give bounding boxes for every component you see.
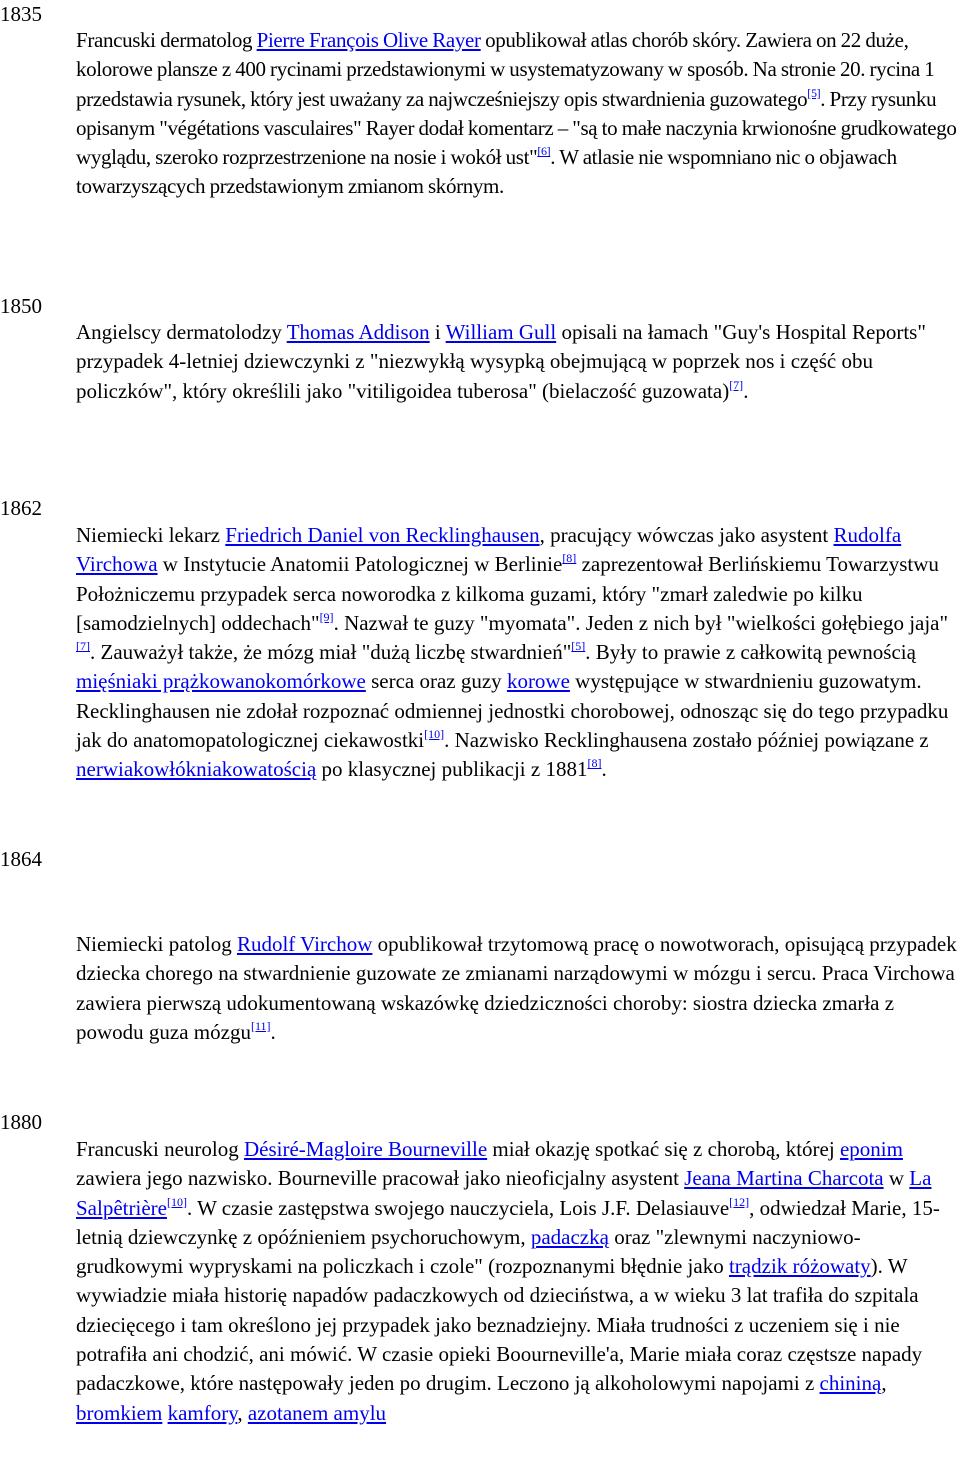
year-label-1835: 1835	[0, 2, 42, 26]
article-link[interactable]: kamfory	[167, 1400, 238, 1425]
article-link[interactable]: trądzik różowaty	[728, 1254, 871, 1279]
article-link[interactable]: Désiré-Magloire Bourneville	[243, 1137, 488, 1161]
article-link[interactable]: bromkiem	[76, 1400, 163, 1425]
text-run: występujące w stwardnieniu guzowatym. Recklinghausen nie zdołał rozpoznać odmiennej jednostki chorobowej, odnosząc się do tego przypadku jak do anatomopatologicznej ciekawostki	[76, 669, 949, 753]
article-link[interactable]: azotanem amylu	[247, 1400, 387, 1425]
article-link[interactable]: nerwiakowłókniakowatością	[76, 757, 317, 782]
entry-1880-paragraph	[76, 1135, 958, 1428]
entry-1850-paragraph	[76, 318, 958, 406]
citation-link[interactable]: [5]	[807, 85, 821, 100]
entry-1862-paragraph	[76, 521, 958, 785]
year-label-1864: 1864	[0, 847, 42, 871]
citation-link[interactable]: [9]	[319, 609, 334, 624]
article-link[interactable]: padaczką	[530, 1224, 609, 1249]
text-run: .	[601, 757, 607, 782]
citation-link[interactable]: [7]	[76, 639, 90, 654]
citation-link[interactable]: [7]	[729, 377, 744, 392]
year-label-1862: 1862	[0, 496, 42, 520]
text-run: Francuski neurolog	[76, 1137, 244, 1161]
citation-link[interactable]: [5]	[571, 639, 586, 654]
text-run: . Nazwał te guzy "myomata". Jeden z nich był "wielkości gołębiego jaja"	[333, 610, 949, 635]
text-run: Angielscy dermatolodzy	[76, 320, 287, 344]
text-run: . W atlasie nie wspomniano nic o objawach towarzyszących przedstawionym zmianom skórnym.	[76, 145, 897, 199]
article-link[interactable]: Friedrich Daniel von Recklinghausen	[225, 523, 540, 547]
text-run: Niemiecki patolog	[76, 932, 237, 956]
text-run: po klasycznej publikacji z 1881	[316, 757, 588, 782]
text-run: w Instytucie Anatomii Patologicznej w Berlinie	[157, 552, 563, 577]
citation-link[interactable]: [8]	[562, 551, 577, 566]
article-link[interactable]: Rudolfa Virchowa	[76, 523, 902, 577]
year-label-1850: 1850	[0, 294, 42, 318]
citation-link[interactable]: [10]	[166, 1194, 187, 1209]
text-run: ). W wywiadzie miała historię napadów padaczkowych od dzieciństwa, a w wieku 3 lat trafiła do szpitala dziecięcego i tam określono jej przypadek jako beznadziejny. Miała trudności z uczeniem się i nie potrafiła ani chodzić, ani mówić. W czasie opieki Boourneville'a, Marie miała coraz częstsze napady padaczkowe, które następowały jeden po drugim. Leczono ją alkoholowymi napojami z	[76, 1254, 923, 1396]
text-run: zawiera jego nazwisko. Bourneville pracował jako nieoficjalny asystent	[76, 1166, 685, 1191]
article-link[interactable]: La Salpêtrière	[76, 1166, 932, 1220]
article-link[interactable]: mięśniaki prążkowanokomórkowe	[76, 669, 366, 694]
article-link[interactable]: eponim	[839, 1137, 903, 1161]
text-run: miał okazję spotkać się z chorobą, której	[487, 1137, 840, 1161]
article-link[interactable]: Thomas Addison	[286, 320, 430, 344]
text-run: ,	[881, 1371, 887, 1396]
text-run: Niemiecki lekarz	[76, 523, 226, 547]
text-run: w	[883, 1166, 910, 1191]
article-link[interactable]: Jeana Martina Charcota	[684, 1166, 884, 1191]
text-run: .	[743, 378, 749, 403]
article-link[interactable]: Pierre François Olive Rayer	[256, 28, 481, 52]
citation-link[interactable]: [12]	[729, 1194, 750, 1209]
text-run: Francuski dermatolog	[76, 28, 257, 52]
entry-virchow-paragraph	[76, 930, 958, 1047]
text-run: , pracujący wówczas jako asystent	[539, 523, 834, 547]
text-run: .	[270, 1019, 276, 1044]
text-run: . W czasie zastępstwa swojego nauczyciela, Lois J.F. Delasiauve	[186, 1195, 730, 1220]
text-run: opisali na łamach "Guy's Hospital Reports" przypadek 4-letniej dziewczynki z "niezwykłą wysypką obejmującą w poprzek nos i część obu policzków", który określili jako "vitiligoidea tuberosa" (bielaczość guzowata)	[76, 320, 926, 403]
article-link[interactable]: korowe	[506, 669, 570, 694]
article-link[interactable]: Rudolf Virchow	[236, 932, 373, 956]
entry-1835-paragraph	[76, 26, 958, 202]
text-run: . Zauważył także, że mózg miał "dużą liczbę stwardnień"	[90, 640, 572, 665]
text-run: i	[429, 320, 446, 344]
text-run: . Nazwisko Recklinghausena zostało później powiązane z	[444, 728, 929, 753]
text-run: zaprezentował Berlińskiemu Towarzystwu Położniczemu przypadek serca noworodka z kilkoma guzami, który "zmarł zaledwie po kilku [samodzielnych] oddechach"	[76, 552, 939, 635]
text-run: opublikował trzytomową pracę o nowotworach, opisującą przypadek dziecka chorego na stwardnienie guzowate ze zmianami narządowymi w mózgu i sercu. Praca Virchowa zawiera pierwszą udokumentowaną wskazówkę dziedziczności choroby: siostra dziecka zmarła z powodu guza mózgu	[76, 932, 957, 1044]
text-run: . Przy rysunku opisanym "végétations vasculaires" Rayer dodał komentarz – "są to małe naczynia krwionośne grudkowatego wyglądu, szeroko rozprzestrzenione na nosie i wokół ust"	[76, 86, 957, 170]
year-label-1880: 1880	[0, 1110, 42, 1134]
text-run: serca oraz guzy	[365, 669, 507, 694]
citation-link[interactable]: [10]	[424, 727, 445, 742]
article-link[interactable]: chininą	[819, 1371, 882, 1396]
article-link[interactable]: William Gull	[445, 320, 557, 344]
text-run: oraz "zlewnymi naczyniowo-grudkowymi wypryskami na policzkach i czole" (rozpoznanymi błędnie jako	[76, 1224, 861, 1279]
citation-link[interactable]: [8]	[587, 756, 602, 771]
text-run: ,	[237, 1400, 248, 1425]
text-run: , odwiedzał Marie, 15-letnią dziewczynkę z opóźnieniem psychoruchowym,	[76, 1195, 940, 1249]
text-run: opublikował atlas chorób skóry. Zawiera on 22 duże, kolorowe plansze z 400 rycinami przedstawionymi w usystematyzowany w sposób. Na stronie 20. rycina 1 przedstawia rysunek, który jest uważany za najwcześniejszy opis stwardnienia guzowatego	[76, 28, 935, 111]
citation-link[interactable]: [6]	[537, 144, 551, 159]
citation-link[interactable]: [11]	[250, 1018, 271, 1033]
text-run: . Były to prawie z całkowitą pewnością	[585, 640, 916, 665]
